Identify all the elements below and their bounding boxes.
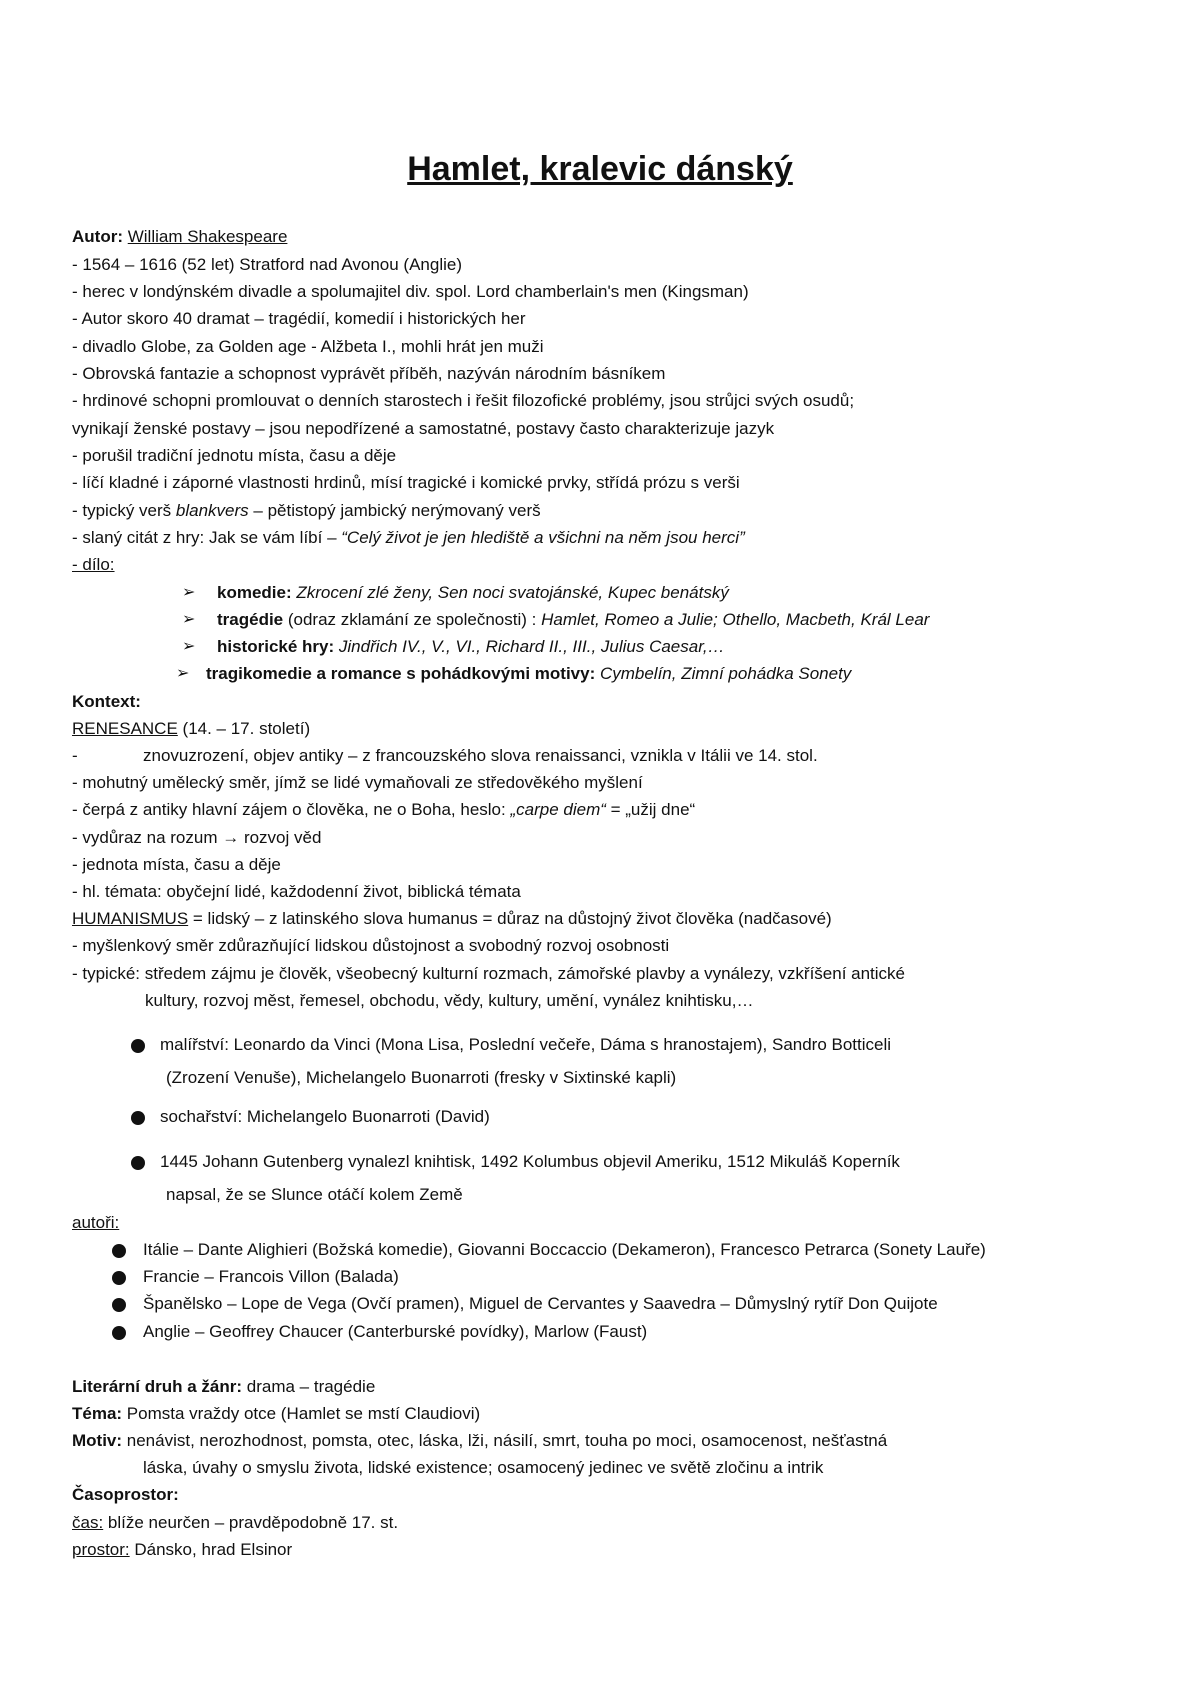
renaissance-line: - hl. témata: obyčejní lidé, každodenní život, biblická témata	[72, 882, 521, 901]
author-fact: - Obrovská fantazie a schopnost vyprávět příběh, nazýván národním básníkem	[72, 364, 666, 383]
place-line: prostor: Dánsko, hrad Elsinor	[72, 1540, 293, 1559]
author-line	[72, 226, 287, 248]
bullet-dot-icon	[112, 1298, 126, 1312]
verse-term: blankvers	[175, 501, 249, 520]
carpe-line: - čerpá z antiky hlavní zájem o člověka, ne o Boha, heslo: „carpe diem“ = „užij dne“	[72, 800, 696, 819]
verse-line: - typický verš blankvers – pětistopý jambický nerýmovaný verš	[72, 501, 541, 520]
authors-label: autoři:	[72, 1213, 120, 1232]
bullet-dot-icon	[131, 1156, 145, 1170]
list-item: Itálie – Dante Alighieri (Božská komedie), Giovanni Boccaccio (Dekameron), Francesco Petrarca (Sonety Lauře)	[143, 1240, 986, 1259]
bullet-dot-icon	[131, 1039, 145, 1053]
author-fact: - 1564 – 1616 (52 let) Stratford nad Avonou (Anglie)	[72, 255, 462, 274]
page-title: Hamlet, kralevic dánský	[407, 150, 793, 188]
list-item: Francie – Francois Villon (Balada)	[143, 1267, 399, 1286]
list-item: Anglie – Geoffrey Chaucer (Canterburské povídky), Marlow (Faust)	[143, 1322, 648, 1341]
works-label: - dílo:	[72, 555, 115, 574]
setting-label: Časoprostor:	[72, 1485, 179, 1504]
list-item: tragikomedie a romance s pohádkovými motivy: Cymbelín, Zimní pohádka Sonety	[206, 664, 852, 683]
arrow-bullet-icon: ➢	[176, 665, 190, 682]
genre-line: Literární druh a žánr: drama – tragédie	[72, 1377, 376, 1396]
list-item: tragédie (odraz zklamání ze společnosti) : Hamlet, Romeo a Julie; Othello, Macbeth, Král Lear	[217, 610, 930, 629]
author-fact: - líčí kladné i záporné vlastnosti hrdinů, mísí tragické i komické prvky, střídá prózu s verši	[72, 473, 740, 492]
bullet-dot-icon	[112, 1326, 126, 1340]
list-item: sochařství: Michelangelo Buonarroti (David)	[160, 1107, 490, 1126]
motif-line-cont: láska, úvahy o smyslu života, lidské existence; osamocený jedinec ve světě zločinu a intrik	[143, 1458, 824, 1477]
author-fact: - Autor skoro 40 dramat – tragédií, komedií i historických her	[72, 309, 526, 328]
list-item: komedie: Zkrocení zlé ženy, Sen noci svatojánské, Kupec benátský	[217, 583, 729, 602]
quote-text: “Celý život je jen hlediště a všichni na něm jsou herci”	[341, 528, 745, 547]
list-item: historické hry: Jindřich IV., V., VI., Richard II., III., Julius Caesar,…	[217, 637, 725, 656]
theme-line: Téma: Pomsta vraždy otce (Hamlet se mstí Claudiovi)	[72, 1404, 481, 1423]
bullet-dot-icon	[112, 1271, 126, 1285]
list-item-cont: napsal, že se Slunce otáčí kolem Země	[166, 1185, 463, 1204]
time-line: čas: blíže neurčen – pravděpodobně 17. st.	[72, 1513, 399, 1532]
author-fact: vynikají ženské postavy – jsou nepodřízené a samostatné, postavy často charakterizuje jazyk	[72, 419, 775, 438]
list-item-cont: (Zrození Venuše), Michelangelo Buonarroti (fresky v Sixtinské kapli)	[166, 1068, 677, 1087]
author-fact: - divadlo Globe, za Golden age - Alžbeta I., mohli hrát jen muži	[72, 337, 544, 356]
list-item: Španělsko – Lope de Vega (Ovčí pramen), Miguel de Cervantes y Saavedra – Důmyslný rytíř Don Quijote	[143, 1294, 938, 1313]
list-item: malířství: Leonardo da Vinci (Mona Lisa, Poslední večeře, Dáma s hranostajem), Sandro Botticeli	[160, 1035, 892, 1054]
author-fact: - herec v londýnském divadle a spolumajitel div. spol. Lord chamberlain's men (Kingsman)	[72, 282, 749, 301]
author-fact: - hrdinové schopni promlouvat o denních starostech i řešit filozofické problémy, jsou strůjci svých osudů;	[72, 391, 855, 410]
context-label: Kontext:	[72, 692, 141, 711]
renaissance-line: - mohutný umělecký směr, jímž se lidé vymaňovali ze středověkého myšlení	[72, 773, 643, 792]
renaissance-line: - jednota místa, času a děje	[72, 855, 281, 874]
quote-line: - slaný citát z hry: Jak se vám líbí – “Celý život je jen hlediště a všichni na něm jsou herci”	[72, 528, 745, 547]
renaissance-first: znovuzrození, objev antiky – z francouzského slova renaissanci, vznikla v Itálii ve 14. stol.	[143, 746, 818, 765]
author-fact: - porušil tradiční jednotu místa, času a děje	[72, 446, 397, 465]
author-label: Autor:	[72, 227, 123, 246]
bullet-dot-icon	[112, 1244, 126, 1258]
motif-line: Motiv: nenávist, nerozhodnost, pomsta, otec, láska, lži, násilí, smrt, touha po moci, osamocenost, nešťastná	[72, 1431, 888, 1450]
bullet-dot-icon	[131, 1111, 145, 1125]
list-item: 1445 Johann Gutenberg vynalezl knihtisk, 1492 Kolumbus objevil Ameriku, 1512 Mikuláš Koperník	[160, 1152, 900, 1171]
arrow-bullet-icon: ➢	[182, 584, 196, 601]
humanism-line: - typické: středem zájmu je člověk, všeobecný kulturní rozmach, zámořské plavby a vynálezy, vzkříšení antické	[72, 964, 906, 983]
humanism-heading: HUMANISMUS = lidský – z latinského slova humanus = důraz na důstojný život člověka (nadčasové)	[72, 909, 832, 928]
renaissance-dash: -	[72, 746, 78, 765]
arrow-bullet-icon: ➢	[182, 638, 196, 655]
renaissance-line: - vydůraz na rozum → rozvoj věd	[72, 828, 322, 847]
arrow-bullet-icon: ➢	[182, 611, 196, 628]
humanism-line: - myšlenkový směr zdůrazňující lidskou důstojnost a svobodný rozvoj osobnosti	[72, 936, 670, 955]
author-name: William Shakespeare	[127, 227, 288, 246]
renaissance-heading: RENESANCE (14. – 17. století)	[72, 719, 311, 738]
humanism-line: kultury, rozvoj měst, řemesel, obchodu, vědy, kultury, umění, vynález knihtisku,…	[145, 991, 754, 1010]
